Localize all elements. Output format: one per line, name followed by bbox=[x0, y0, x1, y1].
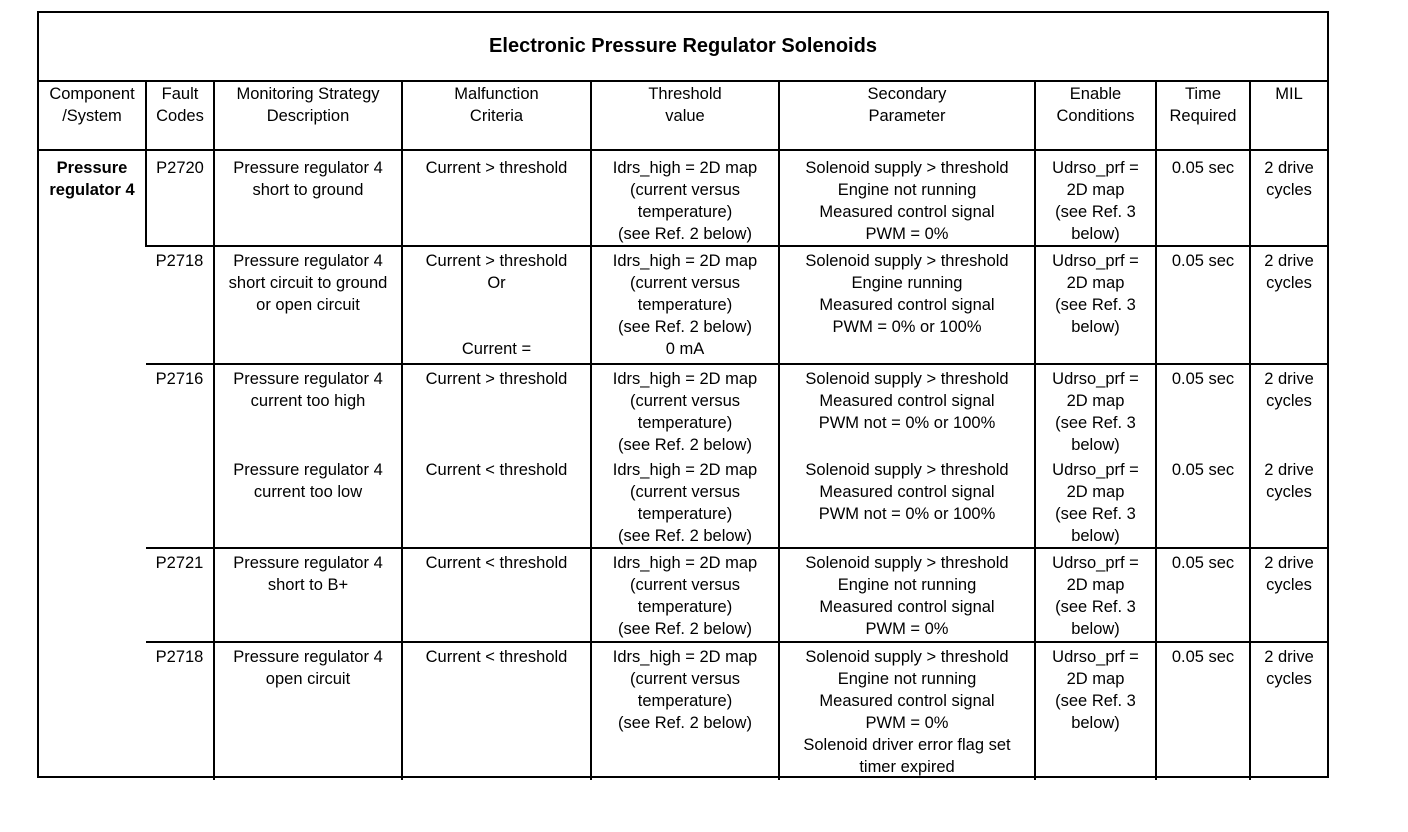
cell-line: Engine not running bbox=[837, 576, 977, 594]
cell-line: P2720 bbox=[156, 159, 204, 177]
cell-line: PWM not = 0% or 100% bbox=[818, 505, 996, 523]
criteria-cell bbox=[402, 246, 591, 364]
time-cell bbox=[1156, 548, 1250, 642]
cell-line: PWM not = 0% or 100% bbox=[818, 414, 996, 432]
secondary-cell bbox=[779, 642, 1035, 780]
cell-line: Pressure regulator 4 bbox=[233, 461, 383, 479]
cell-line: Enable bbox=[1069, 85, 1122, 103]
cell-line: current too high bbox=[250, 392, 366, 410]
criteria-cell bbox=[402, 548, 591, 642]
cell-line: Pressure regulator 4 bbox=[233, 370, 383, 388]
cell-line: 0.05 sec bbox=[1171, 648, 1235, 666]
cell-line: 2 drive bbox=[1264, 554, 1314, 572]
enable-cell bbox=[1035, 364, 1156, 456]
cell-line: Conditions bbox=[1056, 107, 1135, 125]
table-row bbox=[39, 642, 1327, 780]
cell-line: P2718 bbox=[155, 252, 204, 270]
cell-line: open circuit bbox=[265, 670, 351, 688]
cell-line: Parameter bbox=[868, 107, 946, 125]
cell-line: temperature) bbox=[637, 598, 733, 616]
threshold-cell bbox=[591, 246, 779, 364]
cell-line: 2D map bbox=[1066, 576, 1125, 594]
cell-line: (current versus bbox=[629, 181, 741, 199]
enable-cell bbox=[1035, 548, 1156, 642]
cell-line: below) bbox=[1071, 225, 1120, 243]
header-row bbox=[39, 82, 1327, 150]
criteria-cell bbox=[402, 642, 591, 780]
cell-line: Fault bbox=[161, 85, 199, 103]
cell-line: Solenoid supply > threshold bbox=[805, 159, 1009, 177]
cell-line: 2 drive bbox=[1264, 159, 1314, 177]
table-row bbox=[39, 150, 1327, 246]
cell-line: 0.05 sec bbox=[1171, 554, 1235, 572]
cell-line: temperature) bbox=[637, 296, 733, 314]
description-cell bbox=[214, 548, 402, 642]
cell-line: Idrs_high = 2D map bbox=[612, 648, 758, 666]
fault-code-cell bbox=[146, 456, 214, 548]
column-header-mil bbox=[1250, 82, 1327, 150]
secondary-cell bbox=[779, 548, 1035, 642]
cell-line: Current < threshold bbox=[425, 461, 568, 479]
fault-code-cell bbox=[146, 246, 214, 364]
mil-cell bbox=[1250, 150, 1327, 246]
table-row bbox=[39, 548, 1327, 642]
cell-line: PWM = 0% or 100% bbox=[832, 318, 982, 336]
cell-line: (current versus bbox=[629, 483, 741, 501]
cell-line: (see Ref. 2 below) bbox=[618, 714, 752, 732]
cell-line: Solenoid supply > threshold bbox=[805, 554, 1009, 572]
cell-line: cycles bbox=[1266, 181, 1312, 199]
enable-cell bbox=[1035, 150, 1156, 246]
cell-line: P2716 bbox=[155, 370, 204, 388]
cell-line: below) bbox=[1071, 436, 1120, 454]
cell-line: Solenoid supply > threshold bbox=[805, 648, 1009, 666]
column-header-component bbox=[39, 82, 146, 150]
cell-line: Monitoring Strategy bbox=[236, 85, 380, 103]
cell-line: Measured control signal bbox=[819, 203, 995, 221]
cell-line: value bbox=[665, 107, 705, 125]
description-cell bbox=[214, 642, 402, 780]
cell-line: Codes bbox=[156, 107, 204, 125]
cell-line: Current < threshold bbox=[425, 648, 568, 666]
time-cell bbox=[1156, 456, 1250, 548]
cell-line: 0.05 sec bbox=[1171, 252, 1235, 270]
cell-line: (see Ref. 2 below) bbox=[618, 527, 752, 545]
table-row bbox=[39, 456, 1327, 548]
time-cell bbox=[1156, 150, 1250, 246]
description-cell bbox=[214, 456, 402, 548]
cell-line: 0.05 sec bbox=[1171, 370, 1235, 388]
cell-line: Measured control signal bbox=[819, 296, 995, 314]
cell-line: 2D map bbox=[1066, 483, 1125, 501]
cell-line: Solenoid supply > threshold bbox=[805, 461, 1009, 479]
cell-line: Udrso_prf = bbox=[1052, 159, 1139, 177]
cell-line: Description bbox=[266, 107, 350, 125]
cell-line: Current > threshold bbox=[425, 370, 568, 388]
cell-line: Threshold bbox=[648, 85, 722, 103]
cell-line: Or bbox=[487, 274, 506, 292]
cell-line: below) bbox=[1071, 318, 1120, 336]
cell-line: (current versus bbox=[629, 670, 741, 688]
cell-line: Udrso_prf = bbox=[1052, 461, 1139, 479]
cell-line: Engine not running bbox=[837, 181, 977, 199]
cell-line: cycles bbox=[1266, 576, 1312, 594]
cell-line: temperature) bbox=[637, 203, 733, 221]
description-cell bbox=[214, 246, 402, 364]
secondary-cell bbox=[779, 364, 1035, 456]
criteria-cell bbox=[402, 364, 591, 456]
cell-line: below) bbox=[1071, 714, 1120, 732]
cell-line: Secondary bbox=[867, 85, 947, 103]
cell-line: 0 mA bbox=[665, 340, 705, 358]
cell-line: Idrs_high = 2D map bbox=[612, 461, 758, 479]
cell-line: 2 drive bbox=[1264, 648, 1314, 666]
cell-line: P2718 bbox=[155, 648, 204, 666]
column-header-strategy bbox=[214, 82, 402, 150]
cell-line: (current versus bbox=[629, 274, 741, 292]
cell-line: temperature) bbox=[637, 414, 733, 432]
mil-cell bbox=[1250, 456, 1327, 548]
cell-line: Idrs_high = 2D map bbox=[612, 159, 758, 177]
cell-line: Measured control signal bbox=[819, 392, 995, 410]
cell-line: Pressure regulator 4 bbox=[233, 159, 383, 177]
cell-line: Solenoid driver error flag set bbox=[803, 736, 1011, 754]
threshold-cell bbox=[591, 150, 779, 246]
cell-line: below) bbox=[1071, 620, 1120, 638]
cell-line: cycles bbox=[1266, 483, 1312, 501]
column-header-fault-codes bbox=[146, 82, 214, 150]
cell-line: Measured control signal bbox=[819, 692, 995, 710]
cell-line: 0.05 sec bbox=[1171, 159, 1235, 177]
time-cell bbox=[1156, 246, 1250, 364]
fault-code-cell bbox=[146, 364, 214, 456]
cell-line: cycles bbox=[1266, 274, 1312, 292]
cell-line: short circuit to ground bbox=[228, 274, 388, 292]
threshold-cell bbox=[591, 642, 779, 780]
cell-line: /System bbox=[62, 107, 122, 125]
cell-line: Pressure regulator 4 bbox=[233, 554, 383, 572]
secondary-cell bbox=[779, 456, 1035, 548]
cell-line: 2 drive bbox=[1264, 370, 1314, 388]
diagnostics-table bbox=[39, 82, 1327, 780]
mil-cell bbox=[1250, 548, 1327, 642]
secondary-cell bbox=[779, 246, 1035, 364]
criteria-cell bbox=[402, 150, 591, 246]
cell-line: Current > threshold bbox=[425, 159, 568, 177]
cell-line bbox=[404, 294, 589, 316]
threshold-cell bbox=[591, 548, 779, 642]
description-cell bbox=[214, 364, 402, 456]
cell-line: Udrso_prf = bbox=[1052, 554, 1139, 572]
cell-line bbox=[404, 316, 589, 338]
cell-line: MIL bbox=[1275, 85, 1303, 103]
cell-line: Idrs_high = 2D map bbox=[612, 370, 758, 388]
cell-line: Pressure regulator 4 bbox=[233, 648, 383, 666]
cell-line: below) bbox=[1071, 527, 1120, 545]
cell-line: regulator 4 bbox=[49, 181, 135, 199]
fault-code-cell bbox=[146, 642, 214, 780]
cell-line: (current versus bbox=[629, 392, 741, 410]
cell-line: short to ground bbox=[252, 181, 364, 199]
threshold-cell bbox=[591, 364, 779, 456]
column-header-enable bbox=[1035, 82, 1156, 150]
cell-line: Current > threshold bbox=[425, 252, 568, 270]
cell-line: Current = bbox=[461, 340, 532, 358]
fault-code-cell bbox=[146, 150, 214, 246]
cell-line: Engine running bbox=[851, 274, 963, 292]
cell-line: Component bbox=[49, 85, 135, 103]
time-cell bbox=[1156, 642, 1250, 780]
cell-line: (see Ref. 2 below) bbox=[618, 436, 752, 454]
secondary-cell bbox=[779, 150, 1035, 246]
cell-line: PWM = 0% bbox=[865, 225, 949, 243]
cell-line: 2D map bbox=[1066, 670, 1125, 688]
cell-line: Solenoid supply > threshold bbox=[805, 370, 1009, 388]
cell-line: (see Ref. 3 bbox=[1055, 296, 1136, 314]
cell-line: current too low bbox=[253, 483, 363, 501]
cell-line: (see Ref. 3 bbox=[1055, 692, 1136, 710]
cell-line: or open circuit bbox=[256, 296, 360, 314]
cell-line: (see Ref. 3 bbox=[1055, 414, 1136, 432]
table-row bbox=[39, 364, 1327, 456]
cell-line: Pressure regulator 4 bbox=[233, 252, 383, 270]
cell-line: timer expired bbox=[859, 758, 955, 776]
cell-line: Idrs_high = 2D map bbox=[612, 554, 758, 572]
cell-line: PWM = 0% bbox=[865, 620, 949, 638]
cell-line: cycles bbox=[1266, 670, 1312, 688]
component-cell bbox=[39, 150, 146, 780]
cell-line: short to B+ bbox=[267, 576, 349, 594]
cell-line: Udrso_prf = bbox=[1052, 648, 1139, 666]
cell-line: Udrso_prf = bbox=[1052, 370, 1139, 388]
cell-line: 2 drive bbox=[1264, 252, 1314, 270]
cell-line: P2721 bbox=[155, 554, 204, 572]
enable-cell bbox=[1035, 456, 1156, 548]
cell-line: (see Ref. 2 below) bbox=[618, 620, 752, 638]
cell-line: Idrs_high = 2D map bbox=[612, 252, 758, 270]
cell-line: 0.05 sec bbox=[1171, 461, 1235, 479]
cell-line: 2D map bbox=[1066, 392, 1125, 410]
cell-line: 2D map bbox=[1066, 274, 1125, 292]
mil-cell bbox=[1250, 246, 1327, 364]
criteria-cell bbox=[402, 456, 591, 548]
column-header-time bbox=[1156, 82, 1250, 150]
table-row bbox=[39, 246, 1327, 364]
cell-line: (see Ref. 3 bbox=[1055, 203, 1136, 221]
mil-cell bbox=[1250, 364, 1327, 456]
cell-line: (current versus bbox=[629, 576, 741, 594]
cell-line: Udrso_prf = bbox=[1052, 252, 1139, 270]
cell-line: cycles bbox=[1266, 392, 1312, 410]
cell-line: PWM = 0% bbox=[865, 714, 949, 732]
cell-line: Solenoid supply > threshold bbox=[805, 252, 1009, 270]
cell-line: Pressure bbox=[56, 159, 128, 177]
time-cell bbox=[1156, 364, 1250, 456]
cell-line: Malfunction bbox=[454, 85, 539, 103]
table-body bbox=[39, 150, 1327, 780]
description-cell bbox=[214, 150, 402, 246]
cell-line: (see Ref. 3 bbox=[1055, 598, 1136, 616]
cell-line: (see Ref. 2 below) bbox=[618, 318, 752, 336]
mil-cell bbox=[1250, 642, 1327, 780]
column-header-criteria bbox=[402, 82, 591, 150]
threshold-cell bbox=[591, 456, 779, 548]
cell-line: Criteria bbox=[469, 107, 524, 125]
cell-line: 2D map bbox=[1066, 181, 1125, 199]
page-title: Electronic Pressure Regulator Solenoids bbox=[39, 13, 1327, 82]
cell-line: Time bbox=[1184, 85, 1222, 103]
cell-line: (see Ref. 2 below) bbox=[618, 225, 752, 243]
cell-line: 2 drive bbox=[1264, 461, 1314, 479]
fault-code-cell bbox=[146, 548, 214, 642]
enable-cell bbox=[1035, 246, 1156, 364]
column-header-secondary bbox=[779, 82, 1035, 150]
enable-cell bbox=[1035, 642, 1156, 780]
cell-line: temperature) bbox=[637, 505, 733, 523]
cell-line: (see Ref. 3 bbox=[1055, 505, 1136, 523]
cell-line: temperature) bbox=[637, 692, 733, 710]
table-frame bbox=[37, 11, 1329, 778]
cell-line: Measured control signal bbox=[819, 598, 995, 616]
cell-line: Measured control signal bbox=[819, 483, 995, 501]
column-header-threshold bbox=[591, 82, 779, 150]
cell-line: Current < threshold bbox=[425, 554, 568, 572]
cell-line: Engine not running bbox=[837, 670, 977, 688]
cell-line: Required bbox=[1169, 107, 1237, 125]
